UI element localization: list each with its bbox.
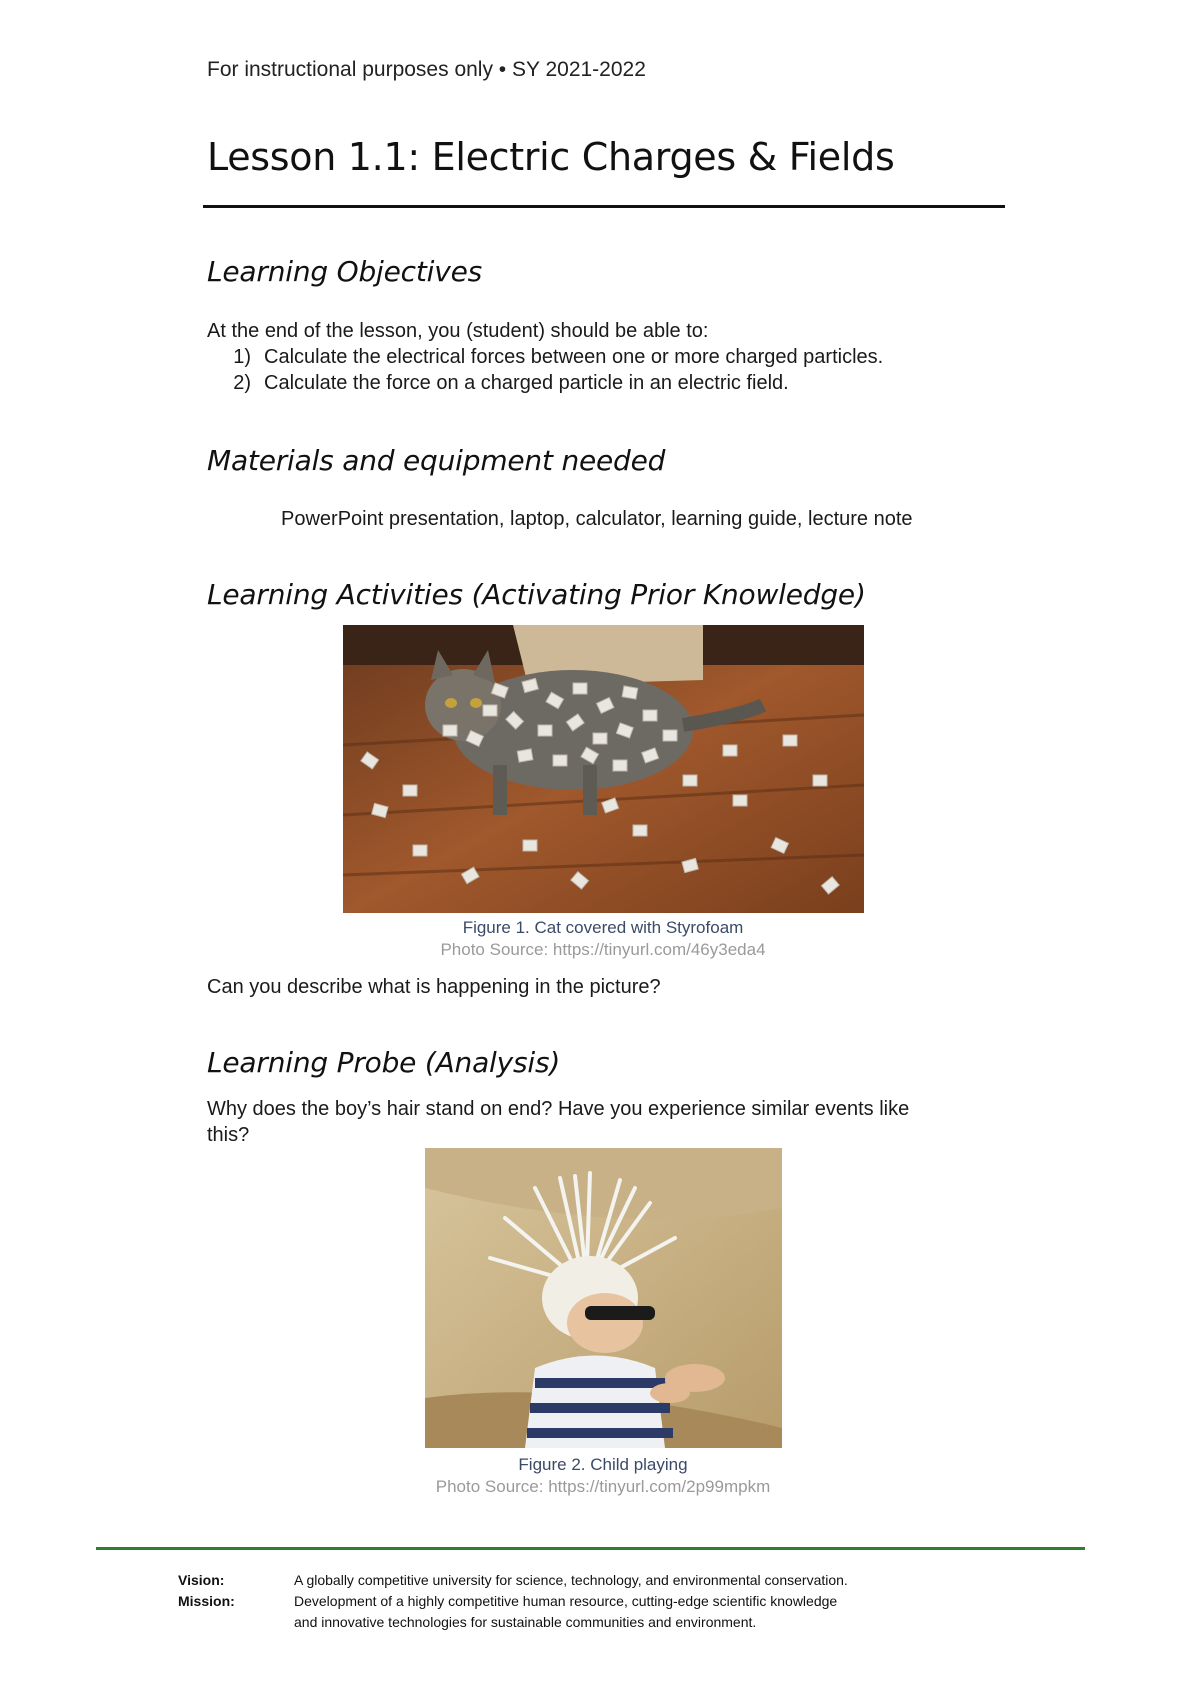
objective-item xyxy=(207,370,1007,396)
mission-label: Mission: xyxy=(178,1593,235,1609)
cat-photo xyxy=(343,625,864,913)
mission-line: and innovative technologies for sustainable communities and environment. xyxy=(294,1614,757,1630)
objective-number: 1) xyxy=(233,346,251,368)
mission-text xyxy=(294,1591,994,1633)
footer-rule xyxy=(96,1547,1085,1550)
figure-1-caption: Figure 1. Cat covered with Styrofoam xyxy=(462,918,744,937)
objective-text: Calculate the electrical forces between one or more charged particles. xyxy=(264,346,884,368)
objective-text: Calculate the force on a charged particle in an electric field. xyxy=(264,372,789,394)
figure-2-source: Photo Source: https://tinyurl.com/2p99mpkm xyxy=(435,1477,771,1496)
cat-illustration xyxy=(343,625,864,913)
probe-heading: Learning Probe (Analysis) xyxy=(207,1046,561,1079)
header-note: For instructional purposes only • SY 2021-2022 xyxy=(207,58,646,81)
child-illustration xyxy=(425,1148,782,1448)
objectives-block xyxy=(207,318,1007,396)
child-photo xyxy=(425,1148,782,1448)
activities-heading: Learning Activities (Activating Prior Knowledge) xyxy=(207,578,866,611)
figure-1-source: Photo Source: https://tinyurl.com/46y3eda4 xyxy=(440,940,766,959)
materials-text: PowerPoint presentation, laptop, calculator, learning guide, lecture note xyxy=(281,508,913,530)
figure-2-caption: Figure 2. Child playing xyxy=(518,1455,688,1474)
objectives-intro: At the end of the lesson, you (student) should be able to: xyxy=(207,320,709,342)
activities-question: Can you describe what is happening in the picture? xyxy=(207,976,661,998)
probe-question xyxy=(207,1096,1017,1148)
vision-label: Vision: xyxy=(178,1572,225,1588)
materials-heading: Materials and equipment needed xyxy=(207,444,666,477)
objective-number: 2) xyxy=(233,372,251,394)
vision-text: A globally competitive university for science, technology, and environmental conservation. xyxy=(294,1572,848,1588)
objectives-heading: Learning Objectives xyxy=(207,255,482,288)
objective-item xyxy=(207,344,1007,370)
lesson-title: Lesson 1.1: Electric Charges & Fields xyxy=(207,135,895,179)
mission-line: Development of a highly competitive human resource, cutting-edge scientific knowledge xyxy=(294,1593,838,1609)
probe-question-line: this? xyxy=(207,1124,250,1146)
title-rule xyxy=(203,205,1005,208)
probe-question-line: Why does the boy’s hair stand on end? Have you experience similar events like xyxy=(207,1098,910,1120)
